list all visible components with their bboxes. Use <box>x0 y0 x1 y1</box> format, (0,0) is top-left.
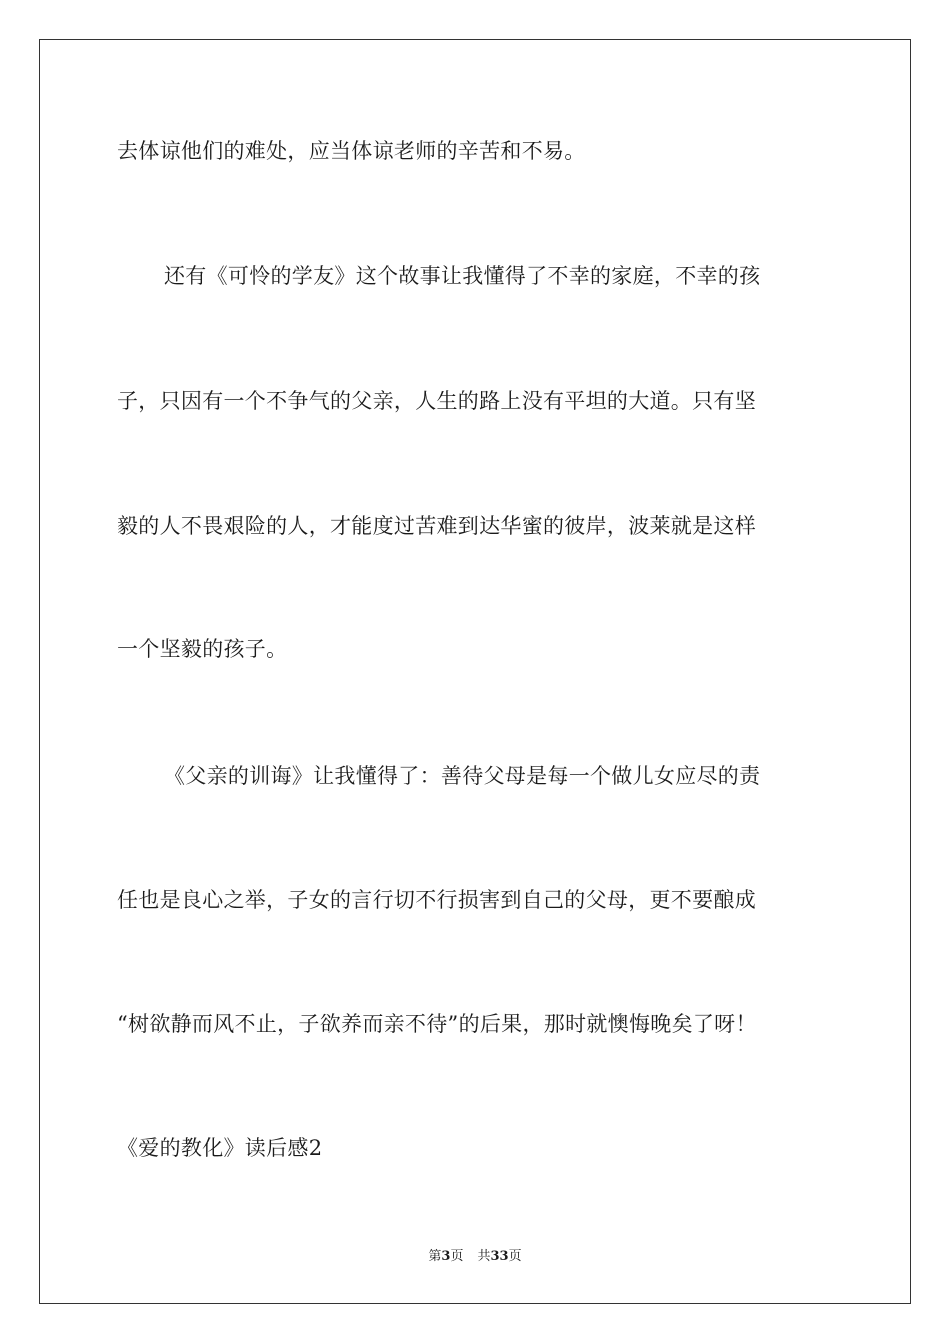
section-heading: 《爱的教化》读后感2 <box>117 1136 323 1160</box>
text-line-3: 子，只因有一个不争气的父亲，人生的路上没有平坦的大道。只有坚 <box>117 389 756 413</box>
text-line-6: 《父亲的训诲》让我懂得了：善待父母是每一个做儿女应尽的责 <box>164 764 761 788</box>
footer-prefix: 第 <box>428 1249 442 1264</box>
text-line-2: 还有《可怜的学友》这个故事让我懂得了不幸的家庭，不幸的孩 <box>164 264 761 288</box>
text-line-5: 一个坚毅的孩子。 <box>117 637 288 661</box>
page-border <box>39 39 911 1304</box>
footer-page-suffix: 页 <box>450 1249 464 1264</box>
text-line-7: 任也是良心之举，子女的言行切不行损害到自己的父母，更不要酿成 <box>117 888 756 912</box>
text-line-1: 去体谅他们的难处，应当体谅老师的辛苦和不易。 <box>117 139 586 163</box>
footer-total-suffix: 页 <box>508 1249 522 1264</box>
text-line-4: 毅的人不畏艰险的人，才能度过苦难到达华蜜的彼岸，波莱就是这样 <box>117 514 756 538</box>
footer-total-prefix: 共 <box>477 1249 491 1264</box>
footer-page-number: 3 <box>441 1249 451 1264</box>
text-line-8: “树欲静而风不止，子欲养而亲不待”的后果，那时就懊悔晚矣了呀！ <box>117 1012 757 1036</box>
footer-total-pages: 33 <box>490 1249 509 1264</box>
page-footer <box>0 1248 950 1266</box>
